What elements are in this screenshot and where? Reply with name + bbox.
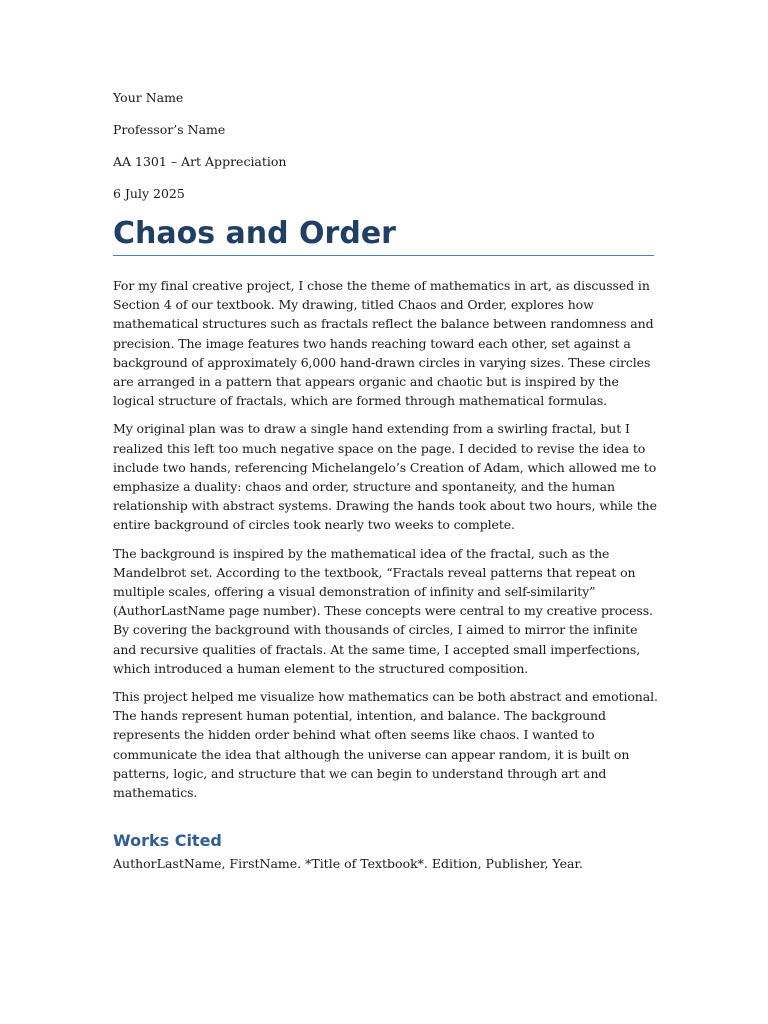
professor-name: Professor’s Name — [113, 122, 226, 137]
body-paragraph-4: This project helped me visualize how mathematics can be both abstract and emotional. The hands represent human potential, intention, and balance. The background represents the hidden order behind what often seems like chaos. I wanted to communicate the idea that although the universe can appear random, it is built on patterns, logic, and structure that we can begin to understand through art and mathematics. — [113, 689, 658, 801]
student-name: Your Name — [113, 90, 184, 105]
works-cited-heading: Works Cited — [113, 831, 222, 851]
document-title: Chaos and Order — [113, 216, 654, 256]
date: 6 July 2025 — [113, 186, 185, 201]
course-name: AA 1301 – Art Appreciation — [113, 154, 287, 169]
works-cited-entry: AuthorLastName, FirstName. *Title of Textbook*. Edition, Publisher, Year. — [113, 856, 583, 872]
body-paragraph-3: The background is inspired by the mathematical idea of the fractal, such as the Mandelbrot set. According to the textbook, “Fractals reveal patterns that repeat on multiple scales, offering a visual demonstration of infinity and self-similarity” (AuthorLastName page number). These concepts were central to my creative process. By covering the background with thousands of circles, I aimed to mirror the infinite and recursive qualities of fractals. At the same time, I accepted small imperfections, which introduced a human element to the structured composition. — [113, 545, 653, 676]
document-page — [113, 90, 658, 872]
body-paragraph-2: My original plan was to draw a single hand extending from a swirling fractal, but I realized this left too much negative space on the page. I decided to revise the idea to include two hands, referencing Michelangelo’s Creation of Adam, which allowed me to emphasize a duality: chaos and order, structure and spontaneity, and the human relationship with abstract systems. Drawing the hands took about two hours, while the entire background of circles took nearly two weeks to complete. — [113, 421, 657, 533]
body-paragraph-1: For my final creative project, I chose the theme of mathematics in art, as discussed in Section 4 of our textbook. My drawing, titled Chaos and Order, explores how mathematical structures such as fractals reflect the balance between randomness and precision. The image features two hands reaching toward each other, set against a background of approximately 6,000 hand-drawn circles in varying sizes. These circles are arranged in a pattern that appears organic and chaotic but is inspired by the logical structure of fractals, which are formed through mathematical formulas. — [113, 278, 654, 409]
